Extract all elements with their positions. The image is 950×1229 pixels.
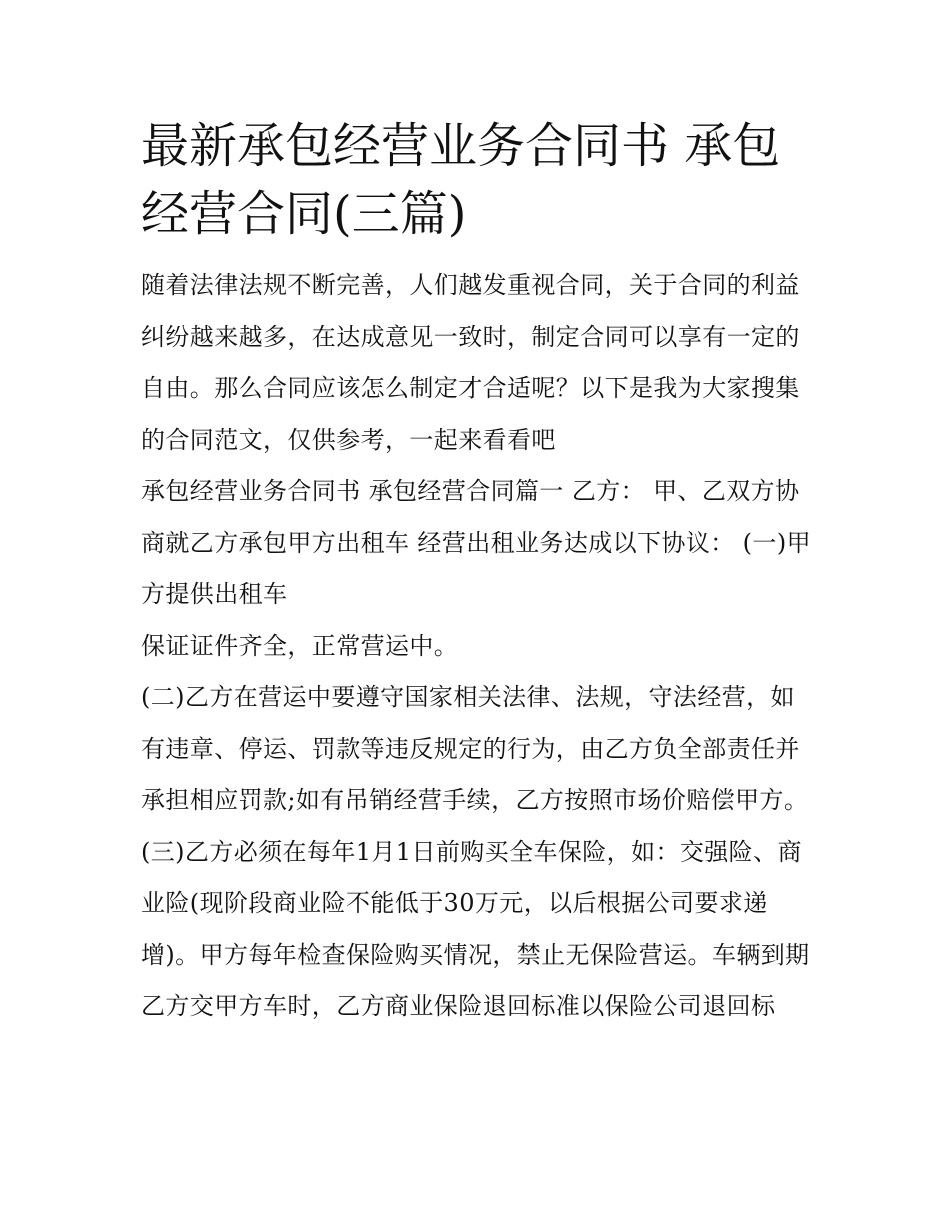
clause-3-paragraph: (三)乙方必须在每年1月1日前购买全车保险，如：交强险、商业险(现阶段商业险不能低于30万元，以后根据公司要求递增)。甲方每年检查保险购买情况，禁止无保险营运。车辆到期乙方交甲方车时，乙方商业保险退回标准以保险公司退回标 (141, 837, 810, 1020)
clause-1-continued-paragraph: 保证证件齐全，正常营运中。 (141, 631, 459, 660)
document-content (141, 112, 813, 1033)
document-title: 最新承包经营业务合同书 承包经营合同(三篇) (141, 118, 781, 242)
contract-opening-paragraph: 承包经营业务合同书 承包经营合同篇一 乙方： 甲、乙双方协商就乙方承包甲方出租车 经营出租业务达成以下协议： (一)甲方提供出租车 (141, 477, 811, 608)
clause-2-paragraph: (二)乙方在营运中要遵守国家相关法律、法规，守法经营，如有违章、停运、罚款等违反规定的行为，由乙方负全部责任并承担相应罚款;如有吊销经营手续，乙方按照市场价赔偿甲方。 (141, 683, 809, 814)
intro-paragraph: 随着法律法规不断完善，人们越发重视合同，关于合同的利益纠纷越来越多，在达成意见一致时，制定合同可以享有一定的自由。那么合同应该怎么制定才合适呢？以下是我为大家搜集的合同范文，仅供参考，一起来看看吧 (141, 271, 800, 454)
